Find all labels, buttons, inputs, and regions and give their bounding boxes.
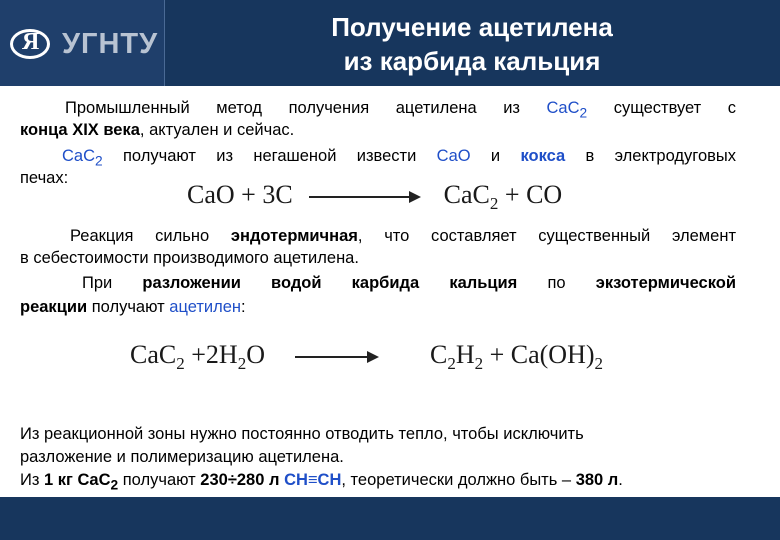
formula-acetylene: CH≡CH	[284, 471, 342, 489]
paragraph-3	[20, 225, 736, 247]
formula-cao: CaO	[436, 147, 471, 165]
text: CaC	[130, 340, 177, 369]
subscript: 2	[237, 354, 247, 374]
text: получают	[118, 471, 201, 489]
arrow-icon	[295, 356, 377, 358]
text: + Ca(OH)	[483, 340, 595, 369]
title-line-2: из карбида кальция	[343, 46, 601, 76]
paragraph-3-cont: в себестоимости производимого ацетилена.	[20, 249, 359, 267]
eq1-reactants: CaO + 3C	[187, 180, 293, 209]
text: Реакция сильно	[70, 227, 231, 245]
eq1-products	[443, 180, 563, 214]
paragraph-1-cont	[20, 119, 736, 141]
paragraph-6	[20, 469, 736, 496]
formula-cac2	[546, 99, 588, 121]
text: 1 кг CaC	[44, 471, 111, 489]
bold-text: эндотермичная	[230, 227, 358, 245]
text: по	[517, 274, 596, 292]
text: , актуален и сейчас.	[139, 121, 295, 139]
subscript: 2	[594, 354, 604, 374]
equation-1	[187, 180, 562, 214]
mass-cac2	[44, 471, 119, 493]
text: CaC	[443, 180, 490, 209]
text: +2H	[184, 340, 238, 369]
subscript: 2	[176, 354, 185, 374]
text: Промышленный метод получения ацетилена из	[65, 99, 547, 117]
text: , что составляет существенный элемент	[357, 227, 736, 245]
paragraph-5-line-2: разложение и полимеризацию ацетилена.	[20, 448, 344, 466]
paragraph-4	[20, 272, 736, 294]
subscript: 2	[95, 153, 103, 169]
text: При	[82, 274, 143, 292]
acetylene-text: ацетилен	[169, 298, 242, 316]
theoretical-volume: 380 л	[575, 471, 619, 489]
text: .	[618, 471, 623, 489]
text: H	[455, 340, 475, 369]
equation-2	[130, 340, 603, 374]
subscript: 2	[579, 105, 588, 121]
bold-text: конца XIX века	[20, 121, 140, 139]
text: + CO	[498, 180, 563, 209]
paragraph-4-cont	[20, 296, 736, 318]
bold-text: разложении водой карбида кальция	[142, 274, 518, 292]
subscript: 2	[447, 354, 456, 374]
text: CaC	[546, 99, 580, 117]
logo-emblem-icon	[10, 29, 50, 59]
header-banner	[0, 0, 780, 86]
title-line-1: Получение ацетилена	[331, 12, 613, 42]
subscript: 2	[474, 354, 484, 374]
paragraph-5-line-1: Из реакционной зоны нужно постоянно отводить тепло, чтобы исключить	[20, 425, 584, 443]
subscript: 2	[110, 477, 119, 493]
subscript: 2	[489, 194, 499, 214]
text: и	[470, 147, 521, 165]
text: :	[241, 298, 246, 316]
logo	[0, 0, 165, 86]
footer-bar	[0, 497, 780, 540]
logo-letter: Я	[22, 29, 40, 55]
bold-text: экзотермической	[595, 274, 736, 292]
text: получают	[87, 298, 170, 316]
text: получают из негашеной извести	[102, 147, 437, 165]
formula-cac2	[62, 147, 103, 169]
text: , теоретически должно быть –	[341, 471, 576, 489]
text: Из	[20, 471, 45, 489]
text: C	[429, 340, 448, 369]
text: существует с	[587, 99, 736, 117]
bold-text: реакции	[20, 298, 88, 316]
logo-text: УГНТУ	[62, 28, 159, 60]
text: O	[246, 340, 265, 369]
eq2-reactants	[130, 340, 265, 374]
volume-range: 230÷280 л	[200, 471, 280, 489]
paragraph-2-cont: печах:	[20, 169, 69, 187]
coke-text: кокса	[520, 147, 566, 165]
text: CaC	[62, 147, 96, 165]
eq2-products	[429, 340, 604, 374]
text: в электродуговых	[565, 147, 736, 165]
arrow-icon	[309, 196, 419, 198]
page-title	[164, 10, 780, 78]
